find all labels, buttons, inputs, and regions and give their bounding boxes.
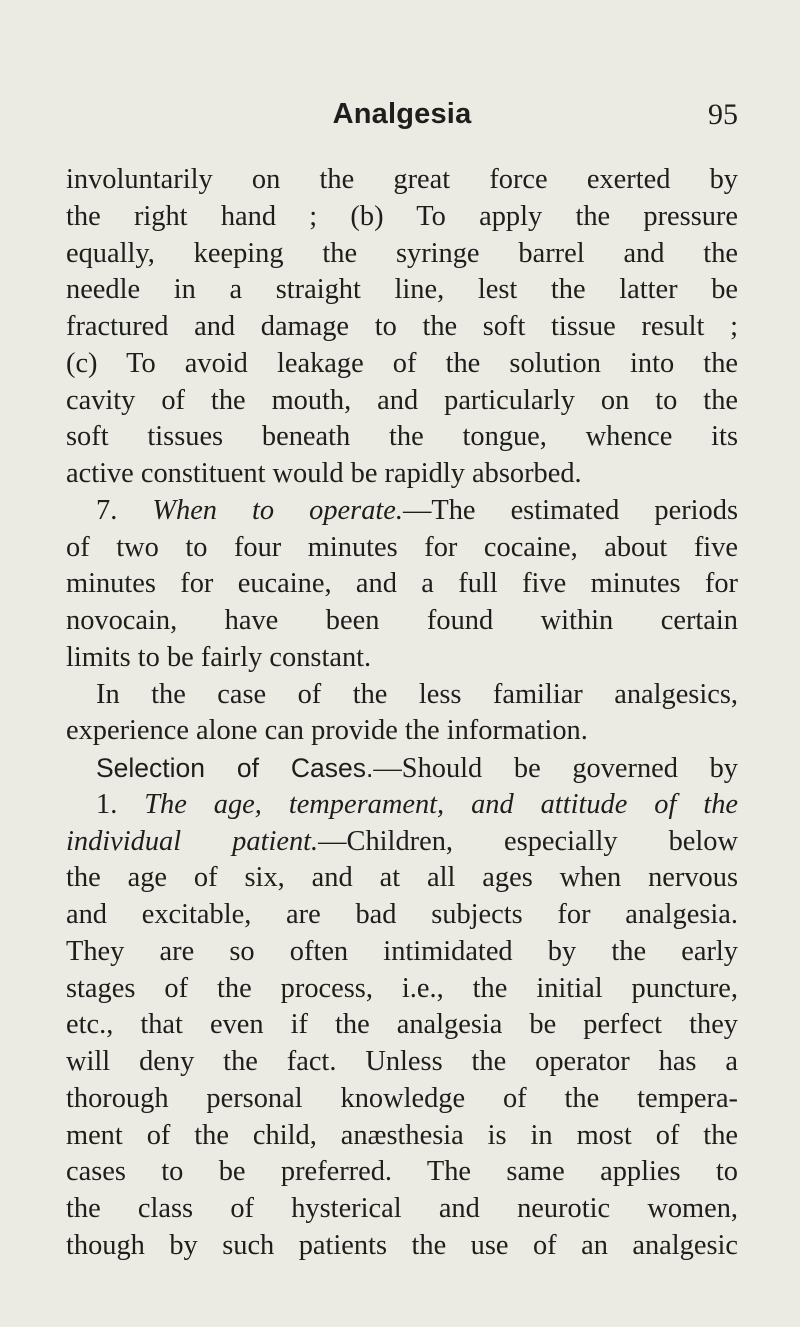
line-text: cavity of the mouth, and particularly on to the xyxy=(66,384,738,416)
text-line xyxy=(66,530,738,567)
text-line xyxy=(66,162,738,199)
text-line xyxy=(66,971,738,1008)
section-heading: Selection of Cases. xyxy=(96,753,374,783)
text-line xyxy=(66,1228,738,1265)
text-line xyxy=(66,713,738,750)
line-text: experience alone can provide the information. xyxy=(66,715,588,747)
text-line xyxy=(66,383,738,420)
text-line xyxy=(66,1007,738,1044)
text-line xyxy=(66,787,738,824)
text-line xyxy=(66,640,738,677)
text-line xyxy=(66,1154,738,1191)
line-text: involuntarily on the great force exerted by xyxy=(66,164,738,195)
line-text: cases to be preferred. The same applies to xyxy=(66,1156,738,1188)
text-line xyxy=(66,1081,738,1118)
line-text: active constituent would be rapidly absorbed. xyxy=(66,458,582,489)
line-text: needle in a straight line, lest the latter be xyxy=(66,274,738,306)
text-line xyxy=(66,603,738,640)
text-line xyxy=(66,1191,738,1228)
text-line xyxy=(66,824,738,861)
body-text xyxy=(66,162,738,1265)
italic-phrase: When to operate. xyxy=(152,494,403,526)
text-line xyxy=(66,309,738,346)
running-title: Analgesia xyxy=(332,98,472,130)
line-text: —Should be governed by xyxy=(373,753,738,784)
text-line xyxy=(66,236,738,273)
italic-phrase: The age, temperament, and attitude of the xyxy=(144,788,739,820)
line-text: of two to four minutes for cocaine, about five xyxy=(66,531,738,563)
text-line xyxy=(66,1044,738,1081)
line-text: ment of the child, anæsthesia is in most of the xyxy=(66,1119,738,1151)
line-text: the class of hysterical and neurotic women, xyxy=(66,1193,738,1224)
line-text: though by such patients the use of an analgesic xyxy=(66,1229,738,1261)
text-line xyxy=(66,419,738,456)
text-line xyxy=(66,566,738,603)
line-text: and excitable, are bad subjects for analgesia. xyxy=(66,899,738,930)
italic-phrase: individual patient. xyxy=(66,825,319,857)
line-text: limits to be fairly constant. xyxy=(66,641,372,673)
text-line xyxy=(66,346,738,383)
line-text: minutes for eucaine, and a full five minutes for xyxy=(66,568,738,600)
line-text: etc., that even if the analgesia be perfect they xyxy=(66,1009,738,1041)
line-text: the right hand ; (b) To apply the pressure xyxy=(66,200,738,232)
text-line xyxy=(66,456,738,493)
line-text: novocain, have been found within certain xyxy=(66,605,738,636)
item-number: 1. xyxy=(96,788,145,820)
line-text: thorough personal knowledge of the tempera- xyxy=(66,1082,738,1114)
line-text: In the case of the less familiar analgesics, xyxy=(96,678,738,710)
text-line xyxy=(66,860,738,897)
page-number: 95 xyxy=(708,98,738,131)
page-header xyxy=(66,98,738,138)
line-text: They are so often intimidated by the early xyxy=(66,935,738,967)
line-text: —Children, especially below xyxy=(318,825,738,857)
line-text: —The estimated periods xyxy=(403,494,738,526)
text-line xyxy=(66,1118,738,1155)
text-line xyxy=(66,750,738,787)
line-text: equally, keeping the syringe barrel and the xyxy=(66,237,738,269)
line-text: the age of six, and at all ages when nervous xyxy=(66,862,738,894)
line-text: stages of the process, i.e., the initial puncture, xyxy=(66,972,738,1004)
text-line xyxy=(66,272,738,309)
line-text: soft tissues beneath the tongue, whence its xyxy=(66,421,738,453)
text-line xyxy=(66,677,738,714)
line-text: fractured and damage to the soft tissue result ; xyxy=(66,311,738,342)
text-line xyxy=(66,897,738,934)
line-text: will deny the fact. Unless the operator has a xyxy=(66,1046,738,1077)
item-number: 7. xyxy=(96,494,153,526)
text-line xyxy=(66,493,738,530)
text-line xyxy=(66,934,738,971)
text-line xyxy=(66,199,738,236)
line-text: (c) To avoid leakage of the solution into the xyxy=(66,347,738,379)
